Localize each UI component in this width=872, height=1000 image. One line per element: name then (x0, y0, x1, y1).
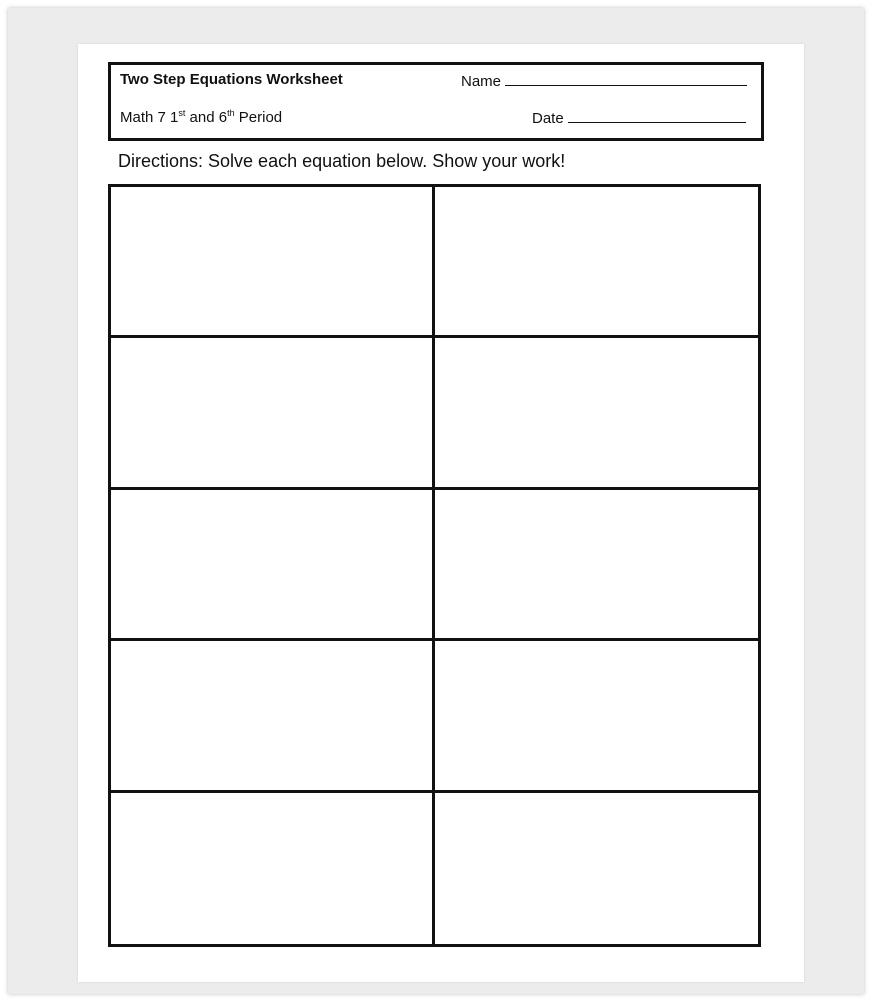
name-blank (505, 71, 747, 86)
problem-box-1 (111, 187, 435, 338)
name-field (461, 71, 753, 90)
date-field (532, 108, 753, 127)
problem-box-2 (435, 187, 759, 338)
worksheet-header (108, 62, 764, 141)
problem-box-10 (435, 793, 759, 944)
directions-text: Directions: Solve each equation below. Show your work! (118, 151, 566, 171)
date-blank (568, 108, 746, 123)
problem-box-6 (435, 490, 759, 641)
problem-grid (108, 184, 761, 947)
name-label: Name (461, 73, 502, 90)
class-suffix: Period (234, 109, 283, 126)
problem-box-8 (435, 641, 759, 792)
class-sup-1: st (178, 108, 186, 118)
worksheet-title: Two Step Equations Worksheet (120, 71, 343, 88)
class-prefix: Math 7 1 (120, 109, 179, 126)
problem-box-4 (435, 338, 759, 489)
class-sup-2: th (227, 108, 235, 118)
class-period (120, 108, 282, 126)
date-label: Date (532, 110, 564, 127)
problem-box-7 (111, 641, 435, 792)
problem-box-5 (111, 490, 435, 641)
problem-box-3 (111, 338, 435, 489)
class-mid: and 6 (185, 109, 228, 126)
problem-box-9 (111, 793, 435, 944)
